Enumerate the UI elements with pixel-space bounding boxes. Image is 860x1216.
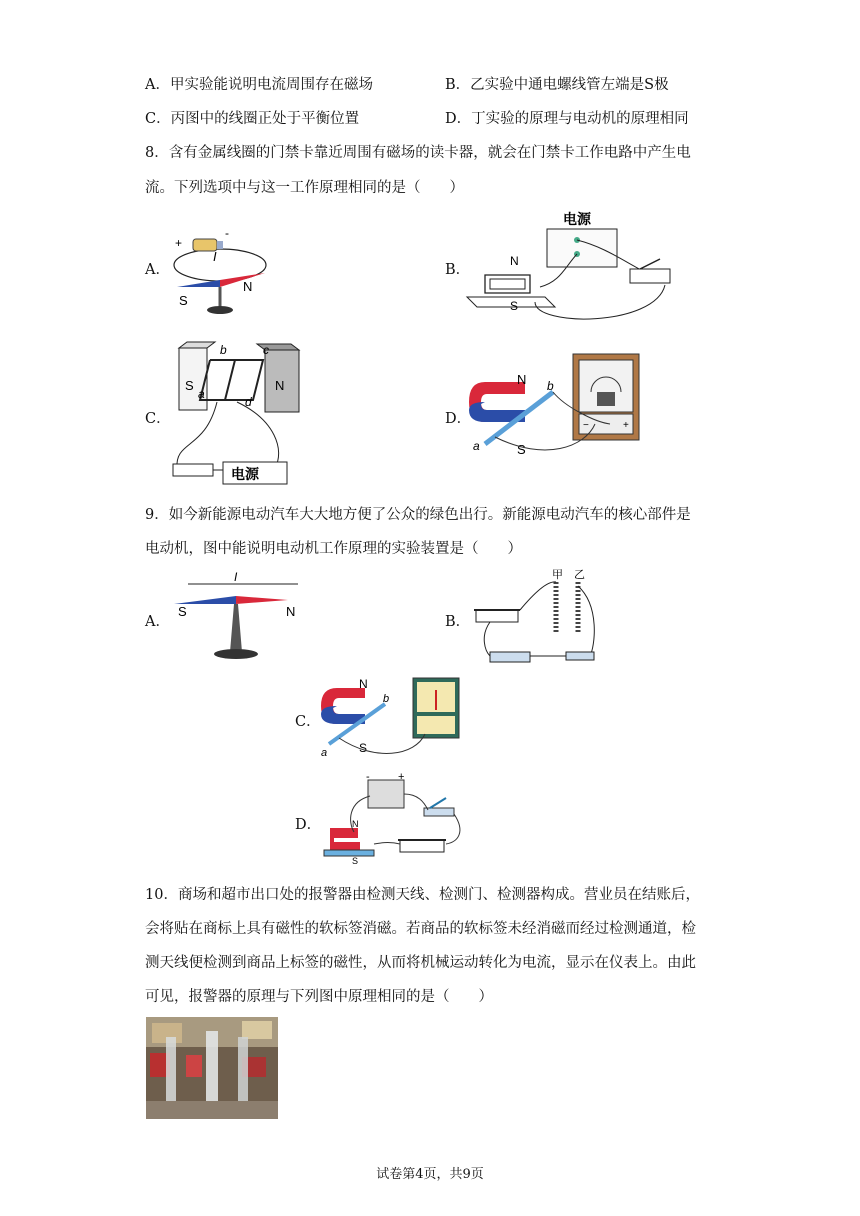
q8d-plus-label: + [623, 420, 629, 431]
q9d-s-label: S [352, 856, 359, 864]
q10-stem-line4: 可见，报警器的原理与下列图中原理相同的是（ ） [145, 989, 493, 1005]
q8-figure-a [165, 225, 275, 320]
q8-stem-line1: 8．含有金属线圈的门禁卡靠近周围有磁场的读卡器，就会在门禁卡工作电路中产生电 [145, 145, 691, 161]
q8c-s-label: S [185, 378, 194, 393]
q9-label-a: A． [145, 614, 170, 630]
q8d-s-label: S [517, 442, 526, 457]
q9c-a-label: a [321, 747, 328, 759]
q9-figure-d [318, 772, 468, 864]
q9d-minus-label: - [366, 772, 370, 783]
q9b-yi-label: 乙 [574, 569, 585, 581]
q8b-n-label: N [510, 254, 519, 268]
q8a-n-label: N [243, 279, 253, 294]
q8c-a-label: a [198, 387, 205, 401]
q8-label-b: B． [445, 262, 471, 278]
q8c-b-label: b [220, 343, 227, 357]
q8-figure-d [465, 352, 645, 462]
q8-label-d: D． [445, 411, 472, 427]
q9c-s-label: S [359, 741, 368, 755]
q10-stem-line3: 测天线便检测到商品上标签的磁性，从而将机械运动转化为电流，显示在仪表上。由此 [145, 955, 696, 971]
q8a-minus-label: - [225, 226, 229, 240]
q7-option-d: D．丁实验的原理与电动机的原理相同 [445, 111, 689, 127]
q8c-c-label: c [263, 343, 269, 357]
q8d-b-label: b [547, 379, 554, 393]
q8-figure-c [165, 340, 315, 490]
q9-label-c: C． [295, 714, 321, 730]
q8-stem-line2: 流。下列选项中与这一工作原理相同的是（ ） [145, 180, 464, 196]
q8-figure-b [465, 207, 685, 327]
q9-label-d: D． [295, 817, 322, 833]
q9-stem-line1: 9．如今新能源电动汽车大大地方便了公众的绿色出行。新能源电动汽车的核心部件是 [145, 507, 691, 523]
q9a-n-label: N [286, 604, 296, 619]
q9d-n-label: N [352, 819, 359, 829]
q9c-b-label: b [383, 693, 390, 705]
q10-stem-line1: 10．商场和超市出口处的报警器由检测天线、检测门、检测器构成。营业员在结账后， [145, 887, 700, 903]
q8d-n-label: N [517, 372, 527, 387]
q9-stem-line2: 电动机，图中能说明电动机工作原理的实验装置是（ ） [145, 541, 522, 557]
q8d-minus-label: − [583, 420, 589, 431]
q8-label-a: A． [145, 262, 170, 278]
q8b-power-label: 电源 [563, 211, 591, 227]
q9-label-b: B． [445, 614, 471, 630]
q10-stem-line2: 会将贴在商标上具有磁性的软标签消磁。若商品的软标签未经消磁而经过检测通道，检 [145, 921, 696, 937]
q7-option-a: A．甲实验能说明电流周围存在磁场 [145, 77, 373, 93]
q7-option-c: C．丙图中的线圈正处于平衡位置 [145, 111, 360, 127]
q8c-power-label: 电源 [231, 466, 259, 482]
q8c-d-label: d [245, 395, 252, 409]
q9b-jia-label: 甲 [552, 569, 563, 581]
q8-label-c: C． [145, 411, 171, 427]
q9a-current-label: I [234, 570, 238, 584]
q8a-plus-label: + [175, 236, 183, 250]
q8b-s-label: S [510, 299, 519, 313]
q10-photo-security-gate [146, 1017, 278, 1119]
q8a-current-label: I [213, 249, 217, 264]
q9-figure-a [168, 570, 318, 662]
q7-option-b: B．乙实验中通电螺线管左端是S极 [445, 77, 669, 93]
q8d-a-label: a [473, 439, 480, 453]
q9c-n-label: N [359, 677, 368, 691]
q8a-s-label: S [179, 293, 188, 308]
q9d-plus-label: + [398, 772, 405, 783]
q9-figure-b [470, 566, 610, 668]
q9a-s-label: S [178, 604, 187, 619]
q9-figure-c [315, 676, 465, 762]
page-footer: 试卷第4页，共9页 [376, 1167, 484, 1182]
q8c-n-label: N [275, 378, 285, 393]
